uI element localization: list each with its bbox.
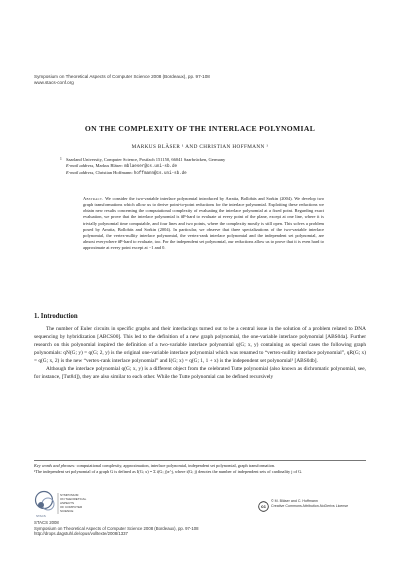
affiliation-block — [60, 157, 356, 178]
footnote-rule — [34, 460, 366, 461]
logo-line-1: SYMPOSIUM — [60, 493, 79, 497]
header-venue: Symposium on Theoretical Aspects of Computer Science 2008 (Bordeaux), pp. 97-108 — [34, 74, 210, 79]
logo-line-3: ASPECTS — [60, 501, 75, 505]
keywords-label: Key words and phrases: — [34, 463, 76, 468]
email-link-2[interactable]: hoffmann@cs.uni-sb.de — [133, 172, 187, 177]
logo-line-4: OF COMPUTER — [60, 505, 83, 509]
footer-url[interactable]: http://drops.dagstuhl.de/opus/volltexte/2008/1337 — [34, 531, 128, 537]
email-line-1 — [66, 163, 356, 170]
stacs-logo-icon — [34, 490, 96, 518]
email-label: E-mail address — [66, 163, 94, 169]
footnote-1: ¹The independent set polynomial of a graph G is defined as I(G; x) = Σ i(G; j)x^j, where i(G; j) denotes the number of independent sets of cardinality j of G. — [34, 468, 303, 474]
author-list: MARKUS BLÄSER ¹ AND CHRISTIAN HOFFMANN ¹ — [131, 144, 269, 150]
logo-line-2: ON THEORETICAL — [60, 497, 87, 501]
license-text — [271, 499, 348, 510]
email-line-2 — [66, 170, 356, 177]
section-heading: 1. Introduction — [34, 313, 78, 320]
abstract-label: Abstract. — [83, 196, 104, 201]
email-owner-2: , Christian Hoffmann: — [93, 170, 134, 176]
header-url[interactable]: www.stacs-conf.org — [34, 80, 74, 85]
abstract-text: We consider the two-variable interlace polynomial introduced by Arratia, Bollobás and Sorkin (2004). We develop two graph transformations which allow us to derive point-to-point reductions for the interlace polynomial. Exploiting these reductions we obtain new results concerning the computational complexity of evaluating the interlace polynomial at a fixed point. Regarding exact evaluation, we prove that the interlace polynomial is #P-hard to evaluate at every point of the plane, except at one line, where it is trivially polynomial time computable, and four lines and two points, where the complexity mostly is still open. This solves a problem posed by Arratia, Bollobás and Sorkin (2004). In particular, we observe that three specializations of the two-variable interlace polynomial, the vertex-nullity interlace polynomial, the vertex-rank interlace polynomial and the independent set polynomial, are almost everywhere #P-hard to evaluate, too. For the independent set polynomial, our reductions allow us to prove that it is even hard to approximate at every point except at −1 and 0. — [83, 196, 324, 251]
creative-commons-icon — [258, 501, 269, 512]
svg-text:cc: cc — [261, 504, 266, 510]
page-footer — [34, 520, 199, 537]
abstract — [83, 196, 324, 251]
logo-mark: STACS — [36, 514, 46, 518]
stacs-logo — [34, 490, 96, 523]
body-text — [34, 325, 366, 381]
paragraph-2: Although the interlace polynomial q(G; x, y) is a different object from the celebrated Tutte polynomial (also known as dichromatic polynomial, see, for instance, [Tut84]), they are also similar to each other. While the Tutte polynomial can be defined recursively — [34, 366, 366, 381]
license-name[interactable]: Creative Commons Attribution-NoDerivs License — [271, 504, 349, 509]
footer-venue: Symposium on Theoretical Aspects of Computer Science 2008 (Bordeaux), pp. 97-108 — [34, 525, 199, 531]
logo-line-5: SCIENCE — [60, 509, 74, 513]
affiliation-marker: 1 — [60, 157, 62, 161]
footnotes — [34, 463, 366, 475]
running-header — [34, 74, 210, 86]
footer-conference: STACS 2008 — [34, 520, 59, 525]
email-owner-1: , Markus Bläser: — [93, 163, 125, 169]
keywords-text: computational complexity, approximation, interlace polynomial, independent set polynomial, graph transformation. — [75, 463, 276, 468]
paper-title: ON THE COMPLEXITY OF THE INTERLACE POLYNOMIAL — [84, 124, 316, 133]
email-label: E-mail address — [66, 170, 94, 176]
license-holder: © M. Bläser and C. Hoffmann — [271, 499, 318, 503]
paragraph-1: The number of Euler circuits in specific graphs and their interlacings turned out to be a central issue in the solution of a problem related to DNA sequencing by hybridization [ABCS00]. This led to the definition of a new graph polynomial, the one-variable interlace polynomial [ABS04a]. Further research on this polynomial inspired the definition of a two-variable interlace polynomial q(G; x, y) containing as special cases the following graph polynomials: qN(G; y) = q(G; 2, y) is the original one-variable interlace polynomial which was renamed to “vertex-nullity interlace polynomial”, qR(G; x) = q(G; x, 2) is the new “vertex-rank interlace polynomial” and I(G; x) = q(G; 1, 1 + x) is the independent set polynomial¹ [ABS04b]. — [34, 326, 366, 365]
cc-license-badge[interactable] — [258, 499, 269, 517]
affiliation-institution: Saarland University, Computer Science, Postfach 151150, 66041 Saarbrücken, Germany — [66, 157, 226, 162]
email-link-1[interactable]: mblaeser@cs.uni-sb.de — [124, 165, 177, 170]
